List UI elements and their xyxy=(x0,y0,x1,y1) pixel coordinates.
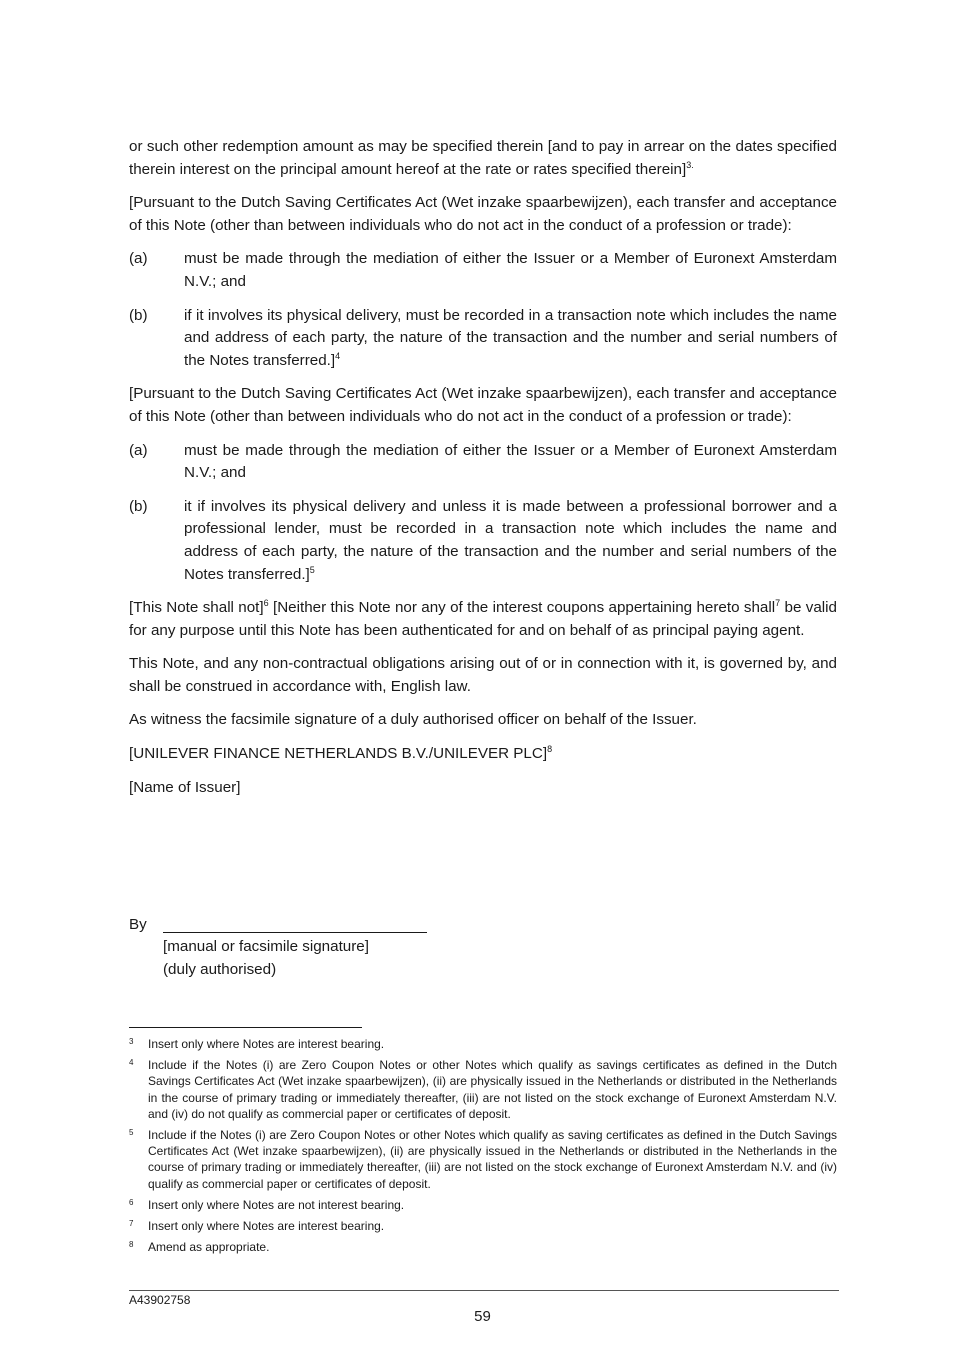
list-item-body: if it involves its physical delivery, must be recorded in a transaction note which includes the name and address of each party, the nature of the transaction and the number and serial numbers of the Notes transferred.] xyxy=(184,306,837,369)
paragraph-text: be valid for any purpose until this Note has been authenticated for and on behalf of as principal paying agent. xyxy=(129,599,837,639)
paragraph-text: [Neither this Note nor any of the interest coupons appertaining hereto shall xyxy=(268,599,776,617)
footnote-text: Insert only where Notes are not interest bearing. xyxy=(148,1197,405,1212)
list-item-text xyxy=(184,305,837,373)
document-body xyxy=(129,136,837,810)
paragraph-redemption xyxy=(129,136,837,181)
signature-by-label: By xyxy=(129,916,147,933)
footnote-text: Include if the Notes (i) are Zero Coupon Notes or other Notes which qualify as saving certificates as defined in the Dutch Savings Certificates Act (Wet inzake spaarbewijzen), (ii) are physically issued in the Netherlands or distributed in the Netherlands in the course of primary trading or immediately thereafter, (iii) are not listed on the stock exchange of Euronext Amsterdam N.V. and (iv) qualify as commercial paper or certificates of deposit. xyxy=(148,1128,837,1191)
footnote xyxy=(129,1127,837,1192)
footnote-ref: 8 xyxy=(547,744,553,754)
footnote xyxy=(129,1197,837,1213)
footnote-ref: 3. xyxy=(686,159,694,170)
footnote-number: 7 xyxy=(129,1219,134,1229)
footnote-ref: 6 xyxy=(263,598,269,609)
signature-line xyxy=(163,932,427,933)
paragraph-witness: As witness the facsimile signature of a duly authorised officer on behalf of the Issuer. xyxy=(129,711,697,729)
footnote-ref: 4 xyxy=(335,350,341,361)
list-item xyxy=(129,305,837,373)
footnote-number: 6 xyxy=(129,1197,134,1207)
list-item xyxy=(129,496,837,586)
list-item-label: (a) xyxy=(129,250,148,268)
footnotes xyxy=(129,1036,837,1260)
signature-caption-line: [manual or facsimile signature] xyxy=(163,938,369,955)
footnote-number: 8 xyxy=(129,1240,134,1250)
list-item-label: (a) xyxy=(129,441,148,459)
footnote-ref: 5 xyxy=(309,564,315,575)
list-item-text: must be made through the mediation of either the Issuer or a Member of Euronext Amsterdam N.V.; and xyxy=(184,250,837,290)
footnote xyxy=(129,1057,837,1122)
footnote-divider xyxy=(129,1027,362,1028)
list-item-label: (b) xyxy=(129,497,148,515)
footnote xyxy=(129,1036,837,1052)
list-item-text: must be made through the mediation of either the Issuer or a Member of Euronext Amsterdam N.V.; and xyxy=(184,441,837,482)
footnote xyxy=(129,1218,837,1234)
footnote-number: 4 xyxy=(129,1058,134,1068)
document-reference: A43902758 xyxy=(129,1293,191,1307)
list-item-text xyxy=(184,496,837,586)
issuer-names xyxy=(129,743,837,766)
page-number: 59 xyxy=(474,1308,491,1325)
paragraph-governing-law: This Note, and any non-contractual obligations arising out of or in connection with it, is governed by, and shall be construed in accordance with, English law. xyxy=(129,655,837,695)
footnote-ref: 7 xyxy=(775,598,781,609)
list-item xyxy=(129,248,837,293)
footnote-text: Insert only where Notes are interest bearing. xyxy=(148,1219,385,1234)
footer-divider xyxy=(129,1290,839,1291)
list-item-label: (b) xyxy=(129,306,148,324)
signature-caption-line: (duly authorised) xyxy=(163,960,277,978)
paragraph-text: [This Note shall not] xyxy=(129,599,264,617)
list-item xyxy=(129,440,837,485)
paragraph-dutch-act-2: [Pursuant to the Dutch Saving Certificates Act (Wet inzake spaarbewijzen), each transfer and acceptance of this Note (other than between individuals who do not act in the conduct of a profession or trade): xyxy=(129,385,837,425)
footnote xyxy=(129,1239,837,1255)
list-item-body: it if involves its physical delivery and unless it is made between a professional borrower and a professional lender, must be recorded in a transaction note which includes the name and address of each party, the nature of the transaction and the number and serial numbers of the Notes transferred.] xyxy=(184,497,837,583)
signature-caption xyxy=(163,936,369,981)
paragraph-validity xyxy=(129,597,837,642)
footnote-text: Amend as appropriate. xyxy=(148,1240,270,1255)
paragraph-text: [UNILEVER FINANCE NETHERLANDS B.V./UNILEVER PLC] xyxy=(129,745,548,763)
footnote-number: 3 xyxy=(129,1037,134,1046)
footnote-text: Include if the Notes (i) are Zero Coupon Notes or other Notes which qualify as savings certificates as defined in the Dutch Savings Certificates Act (Wet inzake spaarbewijzen), (ii) are physically issued in the Netherlands or distributed in the Netherlands in the course of primary trading or immediately thereafter, (iii) are not listed on the stock exchange of Euronext Amsterdam N.V. and (iv) do not qualify as commercial paper or certificates of deposit. xyxy=(148,1058,837,1121)
footnote-text: Insert only where Notes are interest bearing. xyxy=(148,1037,385,1051)
paragraph-text: or such other redemption amount as may be specified therein [and to pay in arrear on the dates specified therein interest on the principal amount hereof at the rate or rates specified therein] xyxy=(129,138,837,178)
footnote-number: 5 xyxy=(129,1128,134,1138)
paragraph-dutch-act-1: [Pursuant to the Dutch Saving Certificates Act (Wet inzake spaarbewijzen), each transfer and acceptance of this Note (other than between individuals who do not act in the conduct of a profession or trade): xyxy=(129,194,837,234)
issuer-name-placeholder: [Name of Issuer] xyxy=(129,778,241,796)
